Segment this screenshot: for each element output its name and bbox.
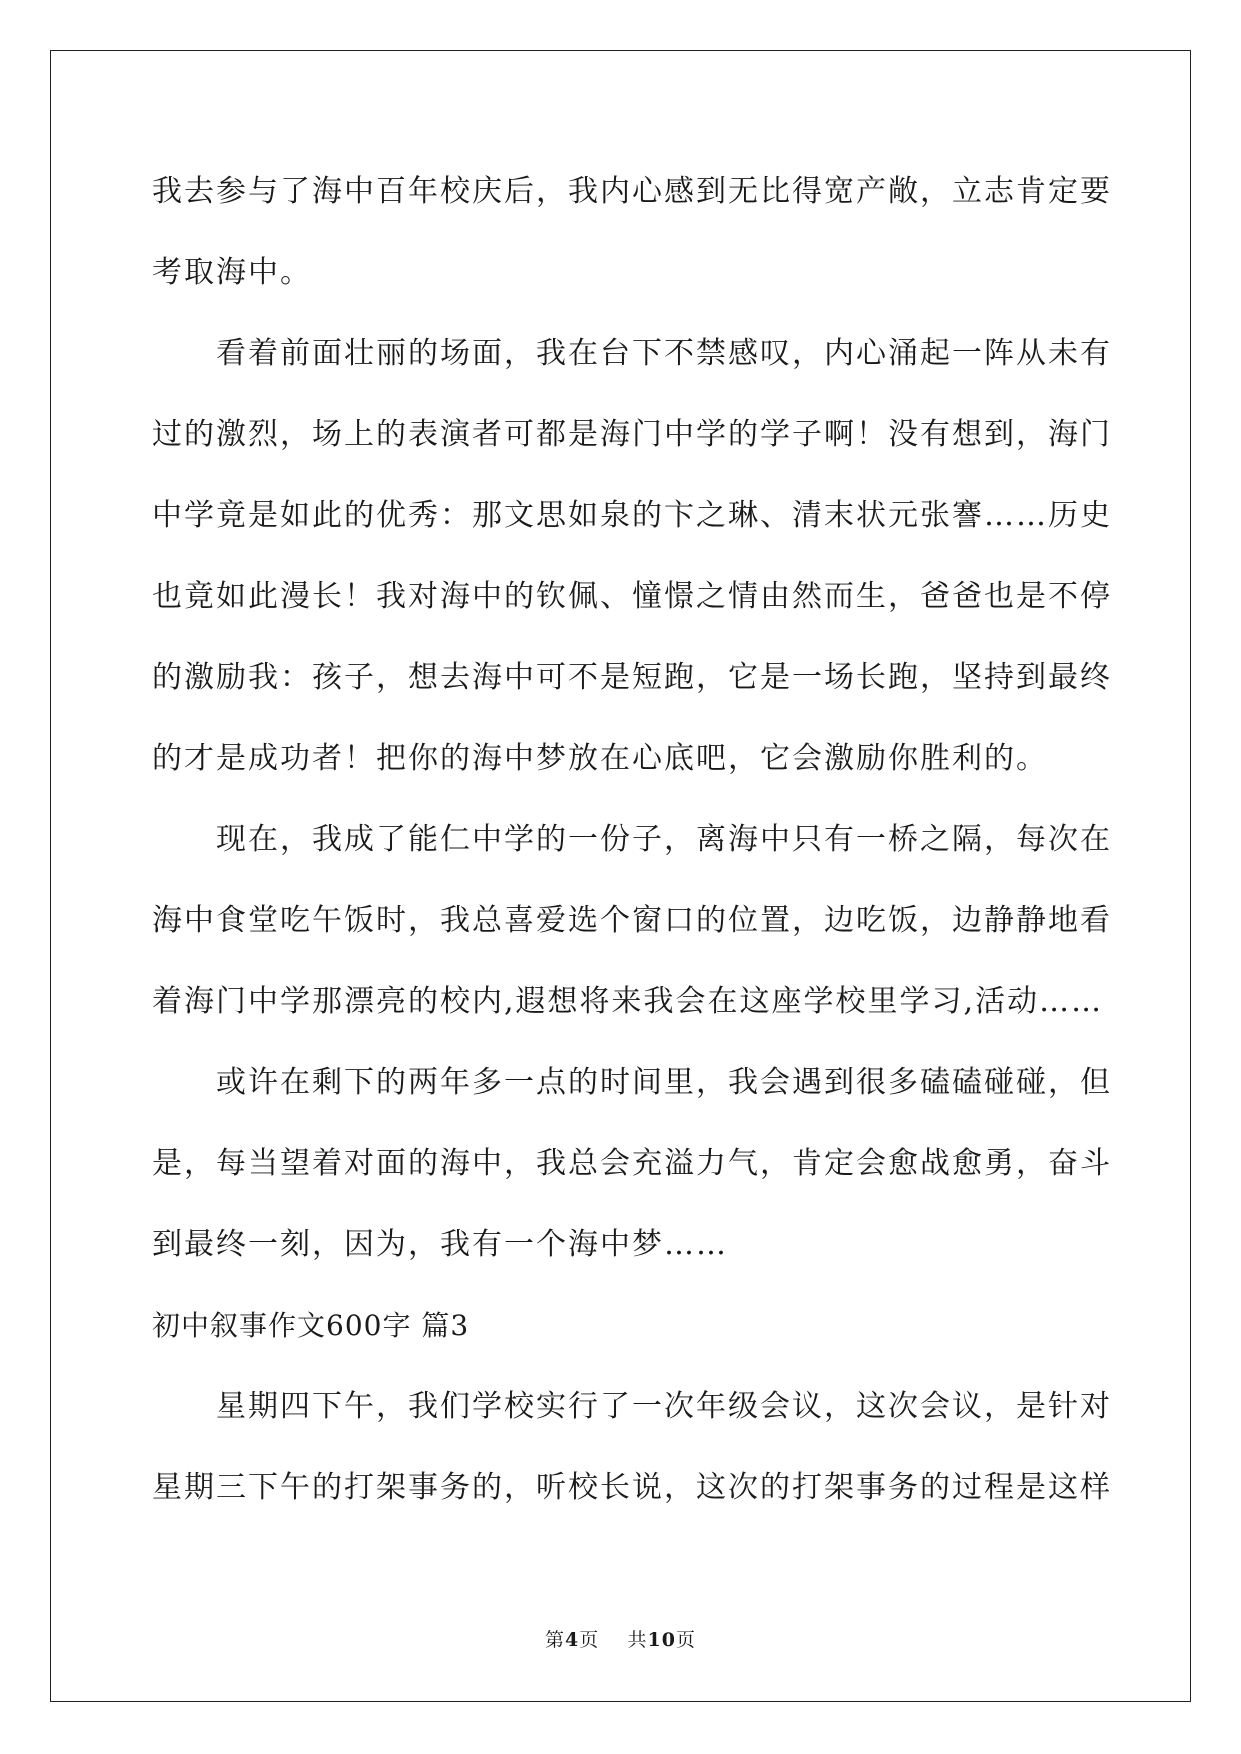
- text-line: 星期四下午，我们学校实行了一次年级会议，这次会议，是针对: [152, 1389, 1112, 1424]
- text-line: 中学竟是如此的优秀：那文思如泉的卞之琳、清末状元张謇……历史: [152, 498, 1112, 533]
- document-body: [152, 162, 1112, 1539]
- section-heading: 初中叙事作文600字 篇3: [152, 1309, 470, 1342]
- page-footer: [0, 1628, 1241, 1652]
- text-line: 过的激烈，场上的表演者可都是海门中学的学子啊！没有想到，海门: [152, 417, 1112, 452]
- text-line: 的激励我：孩子，想去海中可不是短跑，它是一场长跑，坚持到最终: [152, 660, 1112, 695]
- text-line: 到最终一刻，因为，我有一个海中梦……: [152, 1227, 728, 1262]
- page-label-prefix: 第: [545, 1629, 566, 1651]
- text-line: 也竟如此漫长！我对海中的钦佩、憧憬之情由然而生，爸爸也是不停: [152, 579, 1112, 614]
- text-line: 的才是成功者！把你的海中梦放在心底吧，它会激励你胜利的。: [152, 741, 1048, 776]
- page-number: 4: [565, 1629, 580, 1651]
- text-line: 现在，我成了能仁中学的一份子，离海中只有一桥之隔，每次在: [152, 822, 1112, 857]
- text-line: 着海门中学那漂亮的校内,遐想将来我会在这座学校里学习,活动……: [152, 984, 1104, 1019]
- text-line: 考取海中。: [152, 255, 312, 290]
- text-line: 或许在剩下的两年多一点的时间里，我会遇到很多磕磕碰碰，但: [152, 1065, 1112, 1100]
- text-line: 海中食堂吃午饭时，我总喜爱选个窗口的位置，边吃饭，边静静地看: [152, 903, 1112, 938]
- total-label-prefix: 共: [627, 1629, 648, 1651]
- text-line: 看着前面壮丽的场面，我在台下不禁感叹，内心涌起一阵从未有: [152, 336, 1112, 371]
- text-line: 是，每当望着对面的海中，我总会充溢力气，肯定会愈战愈勇，奋斗: [152, 1146, 1112, 1181]
- text-line: 星期三下午的打架事务的，听校长说，这次的打架事务的过程是这样: [152, 1470, 1112, 1505]
- text-line: 我去参与了海中百年校庆后，我内心感到无比得宽产敞，立志肯定要: [152, 174, 1112, 209]
- total-label-suffix: 页: [675, 1629, 696, 1651]
- total-pages: 10: [647, 1629, 676, 1651]
- page-label-suffix: 页: [579, 1629, 600, 1651]
